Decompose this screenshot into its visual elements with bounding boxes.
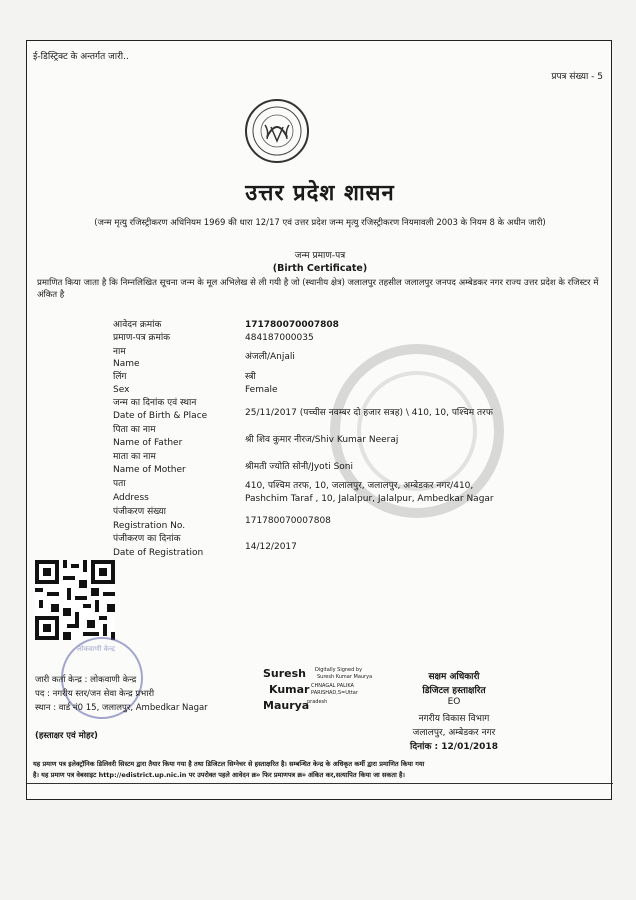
issuer-signature-note: (हस्ताक्षर एवं मोहर) <box>35 731 98 741</box>
dob-value: 25/11/2017 (पच्चीस नवम्बर दो हजार सत्रह) \ 410, 10, पश्चिम तरफ <box>245 408 493 418</box>
certificate-title-hindi: जन्म प्रमाण-पत्र <box>294 251 346 261</box>
up-government-emblem-icon <box>245 99 309 163</box>
address-value-line2: Pashchim Taraf , 10, Jalalpur, Jalalpur, Ambedkar Nagar <box>245 494 494 504</box>
sig-detail-2: Suresh Kumar Maurya <box>317 674 373 680</box>
certificate-no-label: प्रमाण-पत्र क्रमांक <box>113 333 171 343</box>
authority-title: सक्षम अधिकारी <box>428 672 480 682</box>
mother-label-english: Name of Mother <box>113 465 186 475</box>
reg-date-label-hindi: पंजीकरण का दिनांक <box>113 534 181 544</box>
signer-name-part1: Suresh <box>263 667 307 680</box>
signer-name-part2: Kumar <box>269 683 310 696</box>
sex-value-hindi: स्त्री <box>245 372 256 382</box>
reg-date-value: 14/12/2017 <box>245 542 297 552</box>
mother-value: श्रीमती ज्योति सोनी/Jyoti Soni <box>245 462 354 472</box>
sig-detail-1: Digitally Signed by <box>315 667 363 673</box>
father-label-hindi: पिता का नाम <box>113 425 156 435</box>
dob-label-hindi: जन्म का दिनांक एवं स्थान <box>113 398 197 408</box>
certificate-sheet <box>26 40 612 800</box>
issuer-designation: पद : नगरीय स्तर/जन सेवा केन्द्र प्रभारी <box>35 689 155 699</box>
authority-digital-signed: डिजिटल हस्ताक्षरित <box>422 686 486 696</box>
issuer-location: स्थान : वार्ड नं0 15, जलालपुर, Ambedkar Nagar <box>35 703 208 713</box>
address-label-english: Address <box>113 493 149 503</box>
certificate-title-english: (Birth Certificate) <box>272 263 368 274</box>
authority-location: जलालपुर, अम्बेडकर नगर <box>412 728 496 738</box>
name-label-hindi: नाम <box>113 347 126 357</box>
reg-no-value: 171780070007808 <box>245 516 331 526</box>
father-label-english: Name of Father <box>113 438 183 448</box>
name-label-english: Name <box>113 359 140 369</box>
footer-line-2: है। यह प्रमाण पत्र वेबसाइट http://edistrict.up.nic.in पर उपरोक्त पहले आवेदन क्र० फिर प्रमाणपत्र क्र० अंकित कर,सत्यापित किया जा सकता है। <box>33 771 405 779</box>
issuer-center: जारी कर्ता केन्द्र : लोकवाणी केन्द्र <box>35 675 137 685</box>
authority-date-value: 12/01/2018 <box>441 742 498 752</box>
sig-detail-4: PARISHAD,S=Uttar <box>311 690 358 696</box>
form-number: प्रपत्र संख्या - 5 <box>551 72 603 82</box>
mother-label-hindi: माता का नाम <box>113 452 156 462</box>
authority-date-label: दिनांक : <box>410 742 439 752</box>
name-value: अंजली/Anjali <box>245 352 295 362</box>
digital-signature <box>263 667 393 727</box>
authority-date <box>379 739 529 752</box>
sig-detail-5: pradesh <box>307 699 328 705</box>
footer-note <box>33 759 607 781</box>
signer-name-part3: Maurya <box>263 699 310 712</box>
attestation-text: प्रमाणित किया जाता है कि निम्नलिखित सूचना जन्म के मूल अभिलेख से ली गयी है जो (स्थानीय क्षेत्र) जलालपुर तहसील जलालपुर जनपद अम्बेडकर नगर राज्य उत्तर प्रदेश के रजिस्टर में अंकित है <box>37 278 599 300</box>
page-title: उत्तर प्रदेश शासन <box>245 180 395 206</box>
sex-value-english: Female <box>245 385 278 395</box>
footer-line-1: यह प्रमाण पत्र इलेक्ट्रॉनिक डिलिवरी सिस्टम द्वारा तैयार किया गया है तथा डिजिटल सिग्नेचर से हस्ताक्षरित है। सम्बन्धित केन्द्र के अधिकृत कर्मी द्वारा प्रमाणित किया गया <box>33 760 425 768</box>
legal-intro: (जन्म मृत्यु रजिस्ट्रीकरण अधिनियम 1969 की धारा 12/17 एवं उत्तर प्रदेश जन्म मृत्यु रजिस्ट्रीकरण नियमावली 2003 के नियम 8 के अधीन जारी) <box>94 218 546 228</box>
sex-label-english: Sex <box>113 385 130 395</box>
address-label-hindi: पता <box>113 479 126 489</box>
reg-no-label-hindi: पंजीकरण संख्या <box>113 507 166 517</box>
qr-code <box>35 559 115 641</box>
sig-detail-3: CHNAGAL PALIKA <box>311 683 354 689</box>
authority-designation: EO <box>447 697 461 707</box>
application-no-label: आवेदन क्रमांक <box>113 320 162 330</box>
authority-department: नगरीय विकास विभाग <box>418 714 490 724</box>
father-value: श्री शिव कुमार नीरज/Shiv Kumar Neeraj <box>245 435 399 445</box>
edistrict-note: ई-डिस्ट्रिक्ट के अन्तर्गत जारी.. <box>33 52 129 62</box>
footer-divider <box>27 783 613 784</box>
dob-label-english: Date of Birth & Place <box>113 411 208 421</box>
reg-no-label-english: Registration No. <box>113 521 186 531</box>
certificate-no-value: 484187000035 <box>245 333 314 343</box>
sex-label-hindi: लिंग <box>113 372 127 382</box>
reg-date-label-english: Date of Registration <box>113 548 204 558</box>
application-no-value: 171780070007808 <box>245 320 339 330</box>
stamp-text: लोकवाणी केन्द्र <box>77 645 115 653</box>
address-value-line1: 410, पश्चिम तरफ, 10, जलालपुर, जलालपुर, अम्बेडकर नगर/410, <box>245 481 474 491</box>
